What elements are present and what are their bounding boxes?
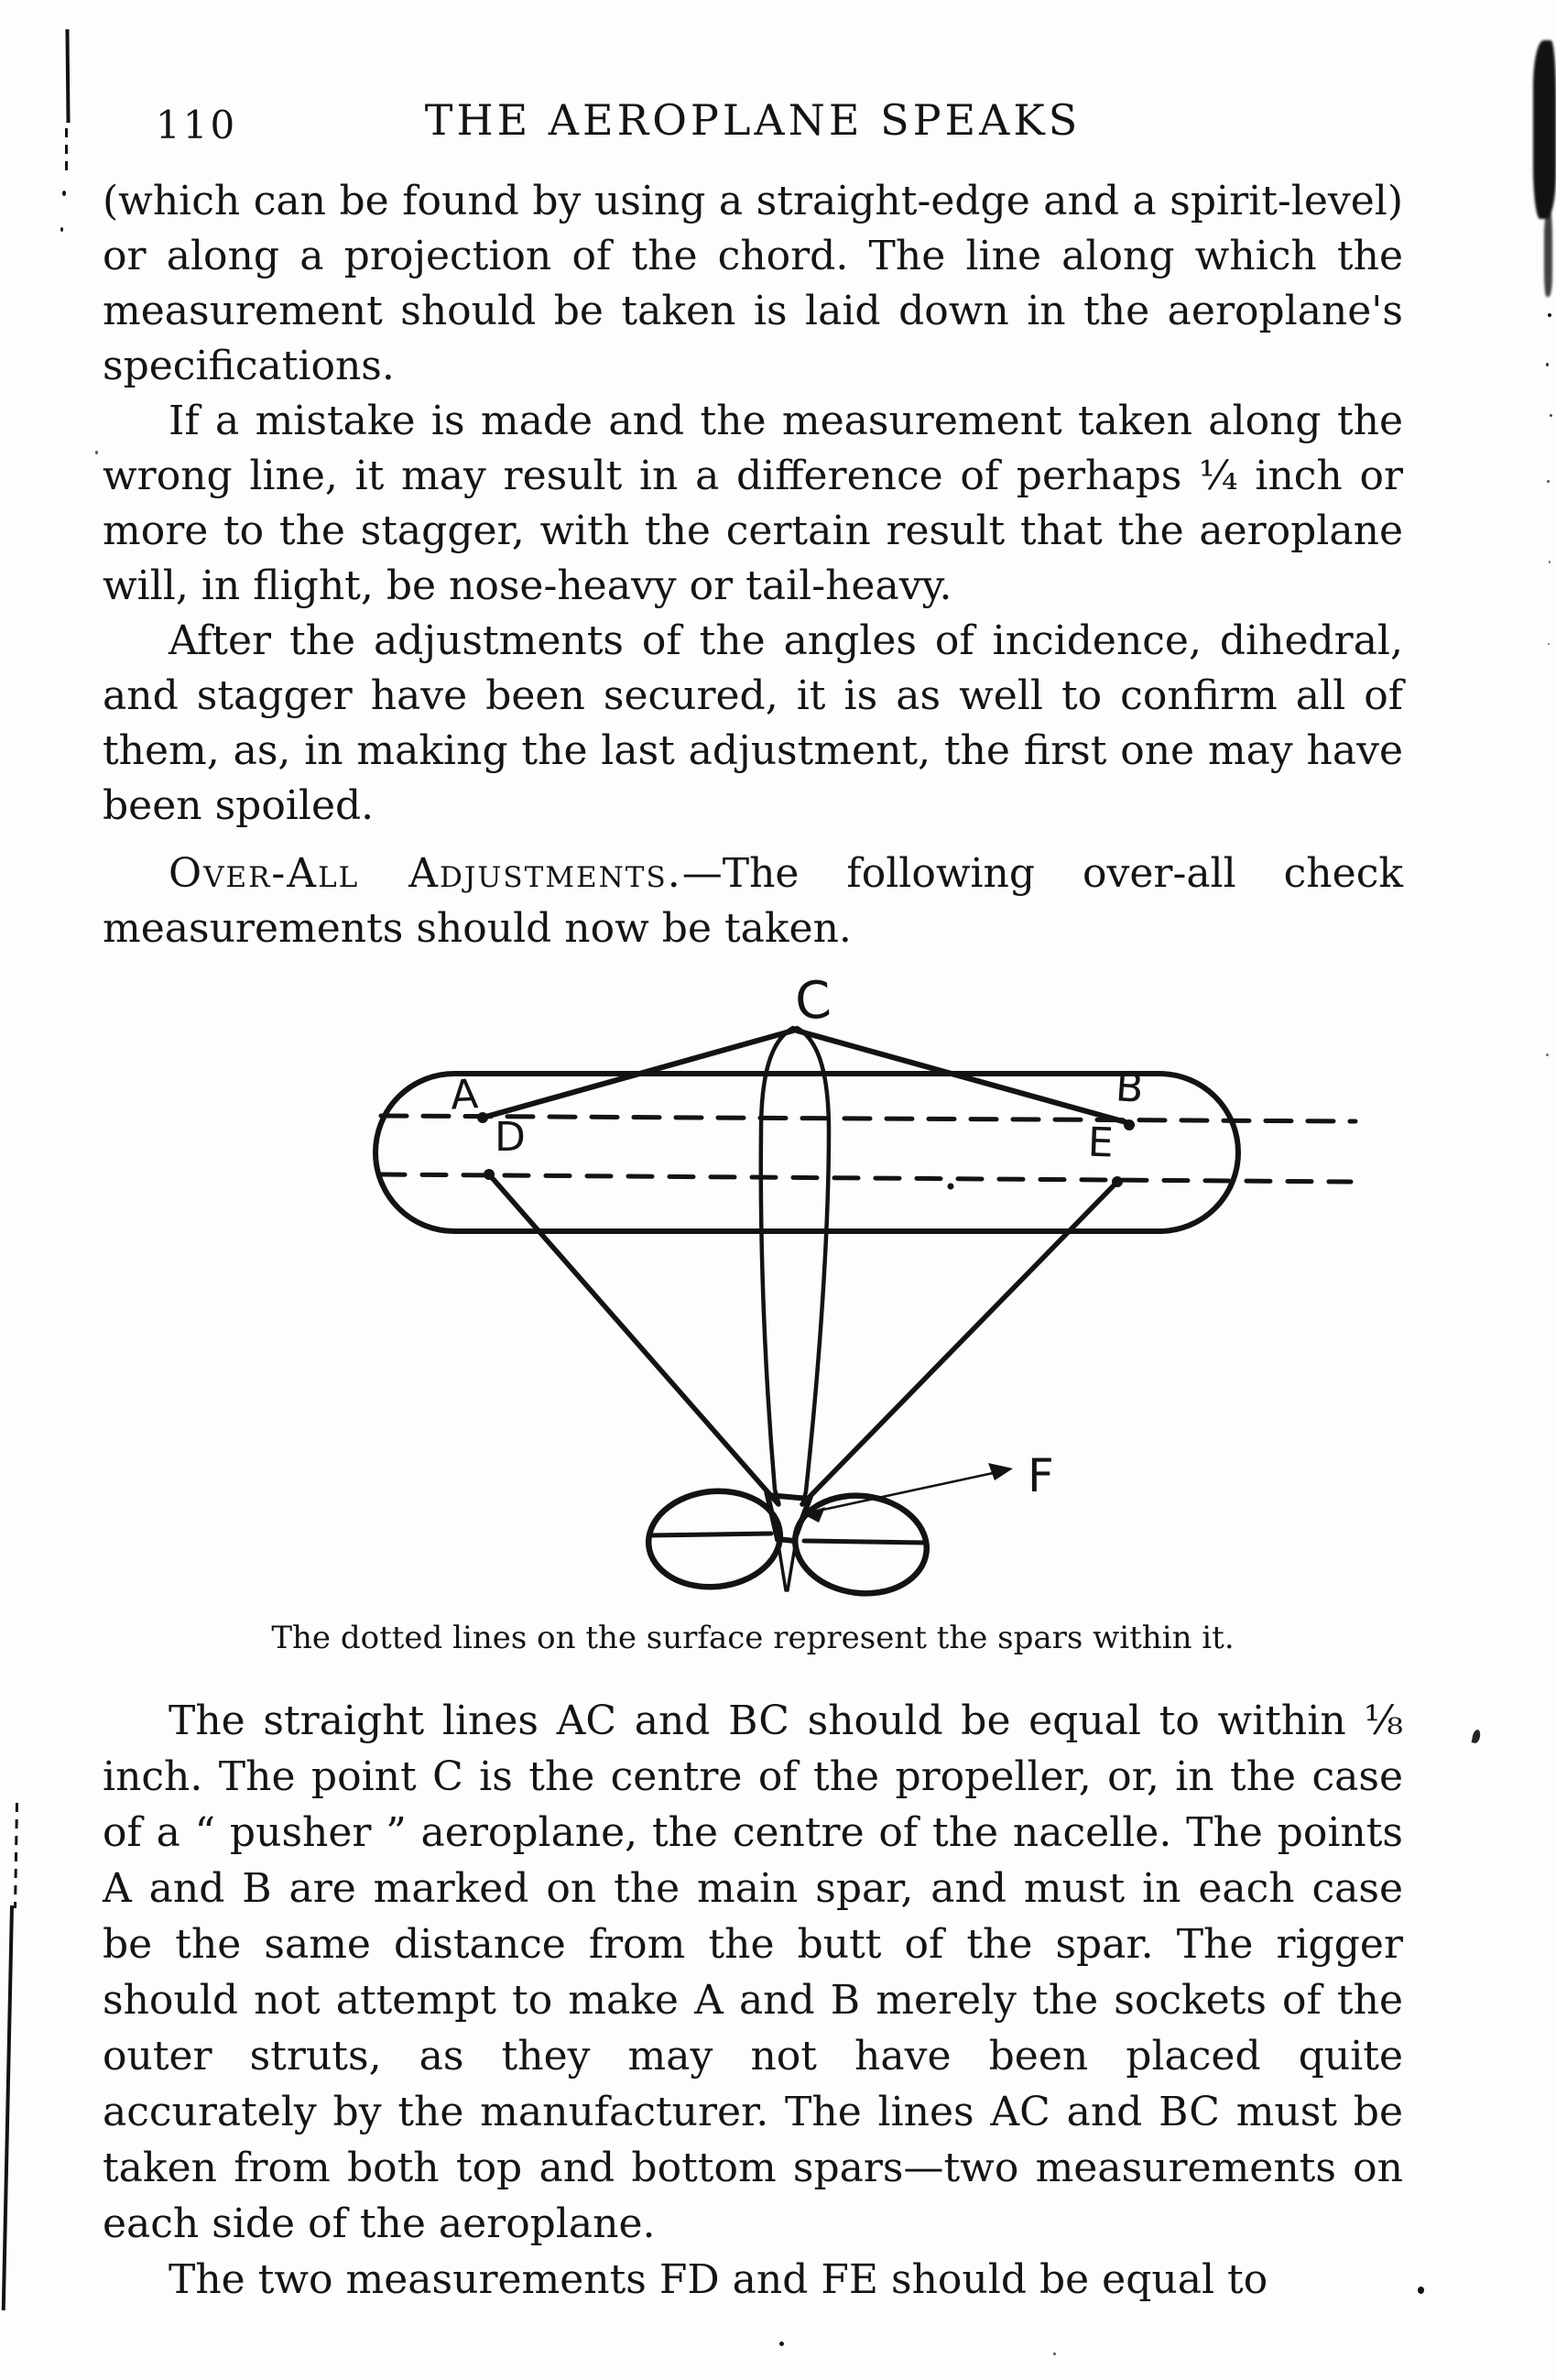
left-blade-chord-line — [650, 1534, 771, 1535]
scan-artifact-speck — [1550, 414, 1552, 417]
scan-artifact-left-top-line — [65, 29, 70, 123]
label-e: E — [1087, 1119, 1115, 1167]
figure-caption: The dotted lines on the surface represent the spars within it. — [271, 1620, 1235, 1656]
scan-artifact-speck — [1548, 643, 1550, 645]
point-B — [1124, 1119, 1135, 1130]
speck-in-wing — [948, 1184, 954, 1190]
scan-artifact-speck — [1547, 480, 1550, 483]
rear-spar-dashed-line — [381, 1174, 1351, 1182]
scan-artifact-speck — [1546, 1054, 1549, 1056]
fuselage-right-side — [797, 1028, 829, 1502]
front-spar-dashed-line — [381, 1116, 1355, 1121]
scan-artifact-right-edge-smudge — [1533, 40, 1556, 219]
paragraph-4-rest: —The following over-all check measurements should now be taken. — [103, 850, 1403, 952]
paragraph-3: After the adjustments of the angles of incidence, dihedral, and stagger have been secured, it is as well to confirm all of them, as, in making the last adjustment, the first one may have been spoiled. — [103, 617, 1403, 829]
scan-artifact-left-top-dashes — [65, 128, 68, 176]
label-d: D — [495, 1114, 526, 1161]
scan-artifact-speck — [1549, 561, 1551, 563]
arrowhead-at-F — [988, 1463, 1013, 1480]
scan-artifact-speck — [60, 227, 63, 232]
scan-artifact-right-edge-smudge-tail — [1544, 213, 1552, 297]
scan-artifact-speck — [1053, 2353, 1056, 2355]
label-b: B — [1114, 1064, 1146, 1113]
scan-artifact-speck — [1546, 363, 1549, 366]
point-E — [1112, 1176, 1123, 1187]
label-f: F — [1028, 1449, 1054, 1502]
scan-artifact-speck — [1418, 2287, 1424, 2294]
scan-artifact-speck — [1548, 313, 1551, 317]
paragraph-4 — [103, 846, 1403, 956]
page-number: 110 — [156, 103, 238, 147]
aeroplane-top-view-diagram — [348, 944, 1383, 1617]
fuselage-left-side — [761, 1028, 793, 1502]
body-text-lower — [103, 1693, 1403, 2308]
right-blade-chord-line — [804, 1541, 925, 1543]
scan-artifact-speck — [95, 451, 98, 454]
line-FD — [489, 1174, 778, 1504]
scan-artifact-stray-comma — [1472, 1729, 1482, 1743]
scan-artifact-left-bottom-line — [2, 1905, 14, 2310]
scan-artifact-speck — [779, 2342, 784, 2346]
label-a: A — [449, 1071, 480, 1119]
line-BC — [797, 1031, 1129, 1123]
paragraph-1: (which can be found by using a straight-edge and a spirit-level) or along a projection of the chord. The line along which the measurement should be taken is laid down in the aeroplane's specifications. — [103, 178, 1403, 389]
scan-artifact-left-bottom-dashline — [14, 1803, 18, 1908]
running-title: THE AEROPLANE SPEAKS — [424, 95, 1082, 145]
arrow-line-to-F — [806, 1470, 1006, 1513]
scan-artifact-speck — [62, 191, 66, 196]
point-D — [484, 1169, 495, 1180]
paragraph-5: The straight lines AC and BC should be equal to within ⅛ inch. The point C is the centre of the propeller, or, in the case of a “ pusher ” aeroplane, the centre of the nacelle. The points A and B are marked on the main spar, and must in each case be the same distance from the butt of the spar. The rigger should not attempt to make A and B merely the sockets of the outer struts, as they may not have been placed quite accurately by the manufacturer. The lines AC and BC must be taken from both top and bottom spars—two measurements on each side of the aeroplane. — [103, 1698, 1403, 2247]
body-text-upper — [103, 174, 1403, 956]
page-header — [103, 95, 1403, 150]
label-c: C — [793, 970, 833, 1032]
paragraph-2: If a mistake is made and the measurement taken along the wrong line, it may result in a difference of perhaps ¼ inch or more to the stagger, with the certain result that the aeroplane will, in flight, be nose-heavy or tail-heavy. — [103, 398, 1403, 609]
propeller-left-blade — [644, 1485, 785, 1593]
section-heading-smallcaps: Over-All Adjustments. — [169, 850, 682, 897]
paragraph-6: The two measurements FD and FE should be equal to — [169, 2256, 1268, 2303]
